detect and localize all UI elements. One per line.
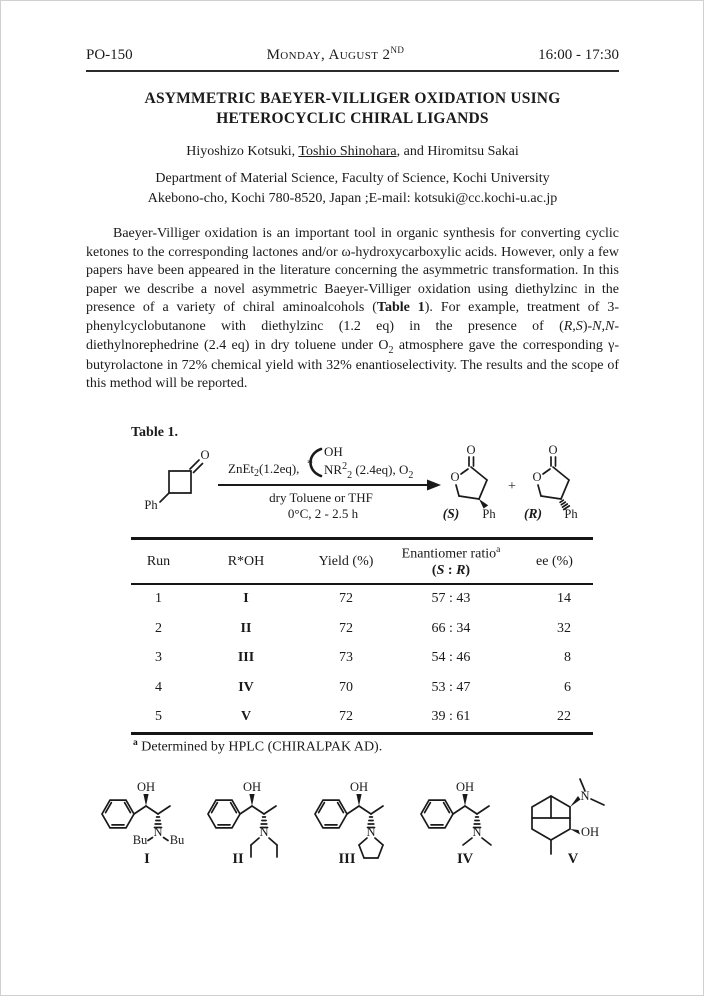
reagent-zinc: ZnEt$_2$(1.2eq),: [228, 460, 300, 479]
table-row: 3 III 73 54 : 46 8: [155, 650, 571, 666]
ethyl-groups: [251, 838, 277, 857]
reaction-scheme: [131, 443, 601, 533]
wedge-bond: [250, 794, 255, 806]
phenyl-ring: [102, 800, 134, 828]
page-header: [86, 47, 619, 64]
col-header-ligand: R*OH: [227, 553, 265, 569]
pyrrolidine-ring: [359, 838, 383, 858]
n-label: N: [259, 824, 269, 839]
table-row: 1 I 72 57 : 43 14: [155, 591, 571, 607]
affiliation-line-2: Akebono-cho, Kochi 780-8520, Japan ;E-mail: kotsuki@cc.kochi-u.ac.jp: [147, 190, 558, 206]
oh-label: OH: [136, 779, 156, 794]
phenyl-ring: [421, 800, 453, 828]
title-line-1: ASYMMETRIC BAEYER-VILLIGER OXIDATION USING: [144, 90, 561, 107]
condition-solvent: dry Toluene or THF: [269, 489, 373, 505]
plus-sign: +: [508, 478, 516, 494]
product-s-ring-o: O: [450, 469, 460, 484]
product-r-label: (R): [524, 505, 542, 521]
bu-label: Bu: [169, 832, 185, 847]
ligand-structure-4: [407, 766, 511, 866]
table-row: 5 V 72 39 : 61 22: [155, 709, 571, 725]
phenyl-ring: [315, 800, 347, 828]
affiliation-line-1: Department of Material Science, Faculty of Science, Kochi University: [155, 171, 550, 187]
session-date: Monday, August 2ND: [266, 45, 405, 63]
ligand-structure-5: [513, 766, 617, 866]
product-s-label: (S): [442, 505, 460, 521]
bicyclic-frame: [532, 796, 570, 854]
oh-label: OH: [580, 824, 600, 839]
ligand-label-3: III: [338, 850, 355, 866]
abstract-paragraph: Baeyer-Villiger oxidation is an important tool in organic synthesis for converting cyclic ketones to the corresponding lactones and/or ω-hydroxycarboxylic acids. However, only a few papers have been appeared in the literature concerning the asymmetric transformation. In this paper we describe a novel asymmetric Baeyer-Villiger oxidation using diethylzinc in the presence of a variety of chiral aminoalcohols (Table 1). For example, treatment of 3-phenylcyclobutanone with diethylzinc (1.2 eq) in the presence of (R,S)-N,N-diethylnorephedrine (2.4 eq) in dry toluene under $O_2$ atmosphere gave the corresponding γ-butyrolactone in 72% chemical yield with 32% enantioselectivity. The results and the scope of this method will be reported.: [86, 225, 619, 392]
n-label: N: [365, 824, 376, 839]
n-label: N: [580, 788, 590, 803]
product-r-ring-o: O: [532, 469, 542, 484]
substrate-ph-label: Ph: [144, 497, 158, 512]
phenyl-ring: [208, 800, 240, 828]
session-code: PO-150: [86, 47, 133, 63]
product-s-carbonyl-o: O: [466, 442, 476, 457]
ligand-label-1: I: [144, 850, 150, 866]
col-header-ee: ee (%): [536, 553, 573, 569]
product-s-lactone: [443, 443, 497, 521]
ligand-oh-label: OH: [324, 443, 343, 459]
col-header-ratio: Enantiomer ratio$^a$ (S : R): [401, 544, 501, 578]
chiral-aminoalcohol-fragment: [307, 444, 413, 481]
product-s-ph-label: Ph: [482, 506, 496, 521]
paper-title: [86, 89, 619, 129]
ligand-structures-row: [86, 766, 619, 866]
ligand-label-2: II: [232, 850, 244, 866]
table-footnote: $^a$ Determined by HPLC (CHIRALPAK AD).: [133, 738, 383, 755]
reaction-arrow: [218, 479, 441, 490]
table-row: 2 II 72 66 : 34 32: [155, 620, 571, 636]
session-time: 16:00 - 17:30: [538, 47, 619, 63]
n-label: N: [153, 824, 163, 839]
date-ordinal-suffix: ND: [390, 45, 405, 55]
methyl-groups: [463, 838, 491, 845]
ligand-structure-2: [194, 766, 298, 866]
condition-temp-time: 0°C, 2 - 2.5 h: [287, 505, 359, 521]
col-header-yield: Yield (%): [318, 553, 374, 569]
oh-label: OH: [349, 779, 368, 794]
author-list: Hiyoshizo Kotsuki, Toshio Shinohara, and Hiromitsu Sakai: [186, 144, 519, 160]
wedge-bond: [570, 796, 581, 807]
wedge-bond: [356, 794, 361, 806]
oh-label: OH: [455, 779, 474, 794]
results-table: [131, 537, 593, 735]
table-row: 4 IV 70 53 : 47 6: [155, 679, 571, 695]
ligand-structure-1: [88, 766, 192, 866]
header-rule: [86, 70, 619, 72]
table-reference: Table 1: [376, 300, 425, 316]
col-header-run: Run: [146, 553, 171, 569]
title-line-2: HETEROCYCLIC CHIRAL LIGANDS: [216, 110, 489, 128]
bu-label: Bu: [132, 832, 148, 847]
stereocenter-star: *: [307, 455, 313, 470]
ligand-amine-label: $NR^2_2$ (2.4eq), $O_2$: [324, 460, 414, 481]
substrate-carbonyl-o: O: [200, 447, 210, 462]
table-header-row: [131, 538, 593, 583]
ligand-label-4: IV: [456, 850, 473, 866]
presenting-author: Toshio Shinohara: [298, 144, 397, 160]
product-r-ph-label: Ph: [564, 506, 578, 521]
wedge-bond: [143, 794, 148, 806]
oh-label: OH: [243, 779, 262, 794]
substrate-cyclobutanone: [144, 448, 209, 512]
table-1-label: Table 1.: [131, 424, 178, 440]
n-label: N: [472, 824, 482, 839]
affiliation: [86, 169, 619, 208]
ligand-structure-3: [301, 766, 405, 866]
wedge-bond: [462, 794, 467, 806]
product-r-carbonyl-o: O: [548, 442, 558, 457]
wedge-bond: [570, 829, 580, 835]
ligand-label-5: V: [567, 850, 579, 866]
product-r-lactone: [524, 443, 578, 521]
